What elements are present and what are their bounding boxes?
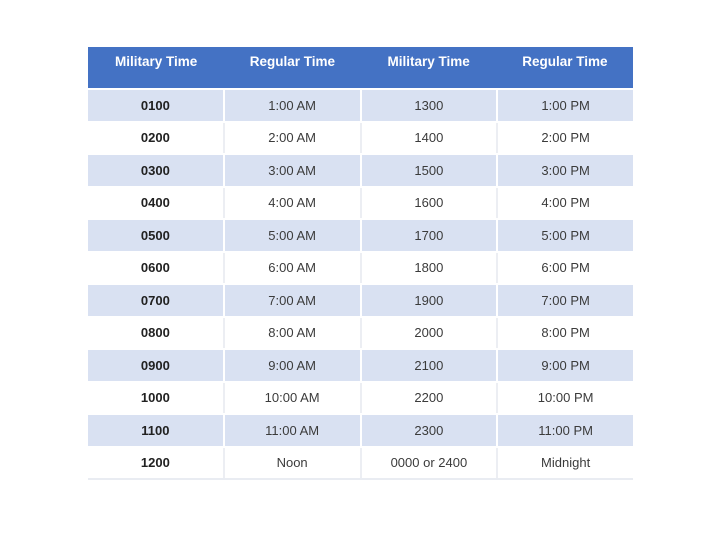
cell-regular-time: 4:00 PM [498,188,633,219]
cell-military-time: 0900 [88,350,225,381]
cell-military-time: 1000 [88,383,225,414]
cell-regular-time: 8:00 AM [225,318,362,349]
military-time-table [88,47,633,480]
table-row [88,318,633,349]
cell-regular-time: 3:00 AM [225,155,362,186]
table-row [88,188,633,219]
cell-military-time: 0200 [88,123,225,154]
cell-military-time: 1400 [362,123,499,154]
cell-military-time: 1600 [362,188,499,219]
cell-military-time: 1500 [362,155,499,186]
cell-regular-time: 11:00 AM [225,415,362,446]
cell-military-time: 0500 [88,220,225,251]
cell-military-time: 2200 [362,383,499,414]
table-row [88,383,633,414]
cell-military-time: 2000 [362,318,499,349]
cell-regular-time: 10:00 AM [225,383,362,414]
cell-military-time: 0400 [88,188,225,219]
cell-military-time: 1100 [88,415,225,446]
header-military-time-2: Military Time [387,54,470,69]
cell-regular-time: 9:00 AM [225,350,362,381]
table-row [88,220,633,251]
cell-military-time: 1800 [362,253,499,284]
cell-regular-time: 2:00 AM [225,123,362,154]
cell-regular-time: 10:00 PM [498,383,633,414]
table-row [88,415,633,446]
table-row [88,123,633,154]
table-row [88,253,633,284]
cell-military-time: 0700 [88,285,225,316]
table-row [88,155,633,186]
table-header-row [88,47,633,88]
cell-regular-time: 9:00 PM [498,350,633,381]
cell-military-time: 0600 [88,253,225,284]
cell-military-time: 1200 [88,448,225,479]
cell-military-time: 1300 [362,90,499,121]
cell-regular-time: 7:00 AM [225,285,362,316]
cell-regular-time: 11:00 PM [498,415,633,446]
cell-military-time: 0800 [88,318,225,349]
cell-regular-time: 6:00 PM [498,253,633,284]
cell-regular-time: 5:00 AM [225,220,362,251]
cell-regular-time: 4:00 AM [225,188,362,219]
cell-military-time: 0300 [88,155,225,186]
cell-military-time: 2100 [362,350,499,381]
cell-regular-time: 5:00 PM [498,220,633,251]
cell-military-time: 0000 or 2400 [362,448,499,479]
cell-military-time: 1900 [362,285,499,316]
cell-military-time: 2300 [362,415,499,446]
cell-regular-time: Noon [225,448,362,479]
cell-regular-time: 8:00 PM [498,318,633,349]
header-regular-time-2: Regular Time [522,54,608,69]
table-row [88,90,633,121]
cell-military-time: 0100 [88,90,225,121]
table-row [88,285,633,316]
cell-regular-time: 6:00 AM [225,253,362,284]
cell-regular-time: 7:00 PM [498,285,633,316]
table-row [88,448,633,481]
table-row [88,350,633,381]
header-regular-time-1: Regular Time [249,54,336,69]
cell-regular-time: 1:00 PM [498,90,633,121]
cell-regular-time: 2:00 PM [498,123,633,154]
header-military-time-1: Military Time [114,54,198,69]
cell-regular-time: 3:00 PM [498,155,633,186]
cell-regular-time: Midnight [498,448,633,479]
cell-regular-time: 1:00 AM [225,90,362,121]
cell-military-time: 1700 [362,220,499,251]
